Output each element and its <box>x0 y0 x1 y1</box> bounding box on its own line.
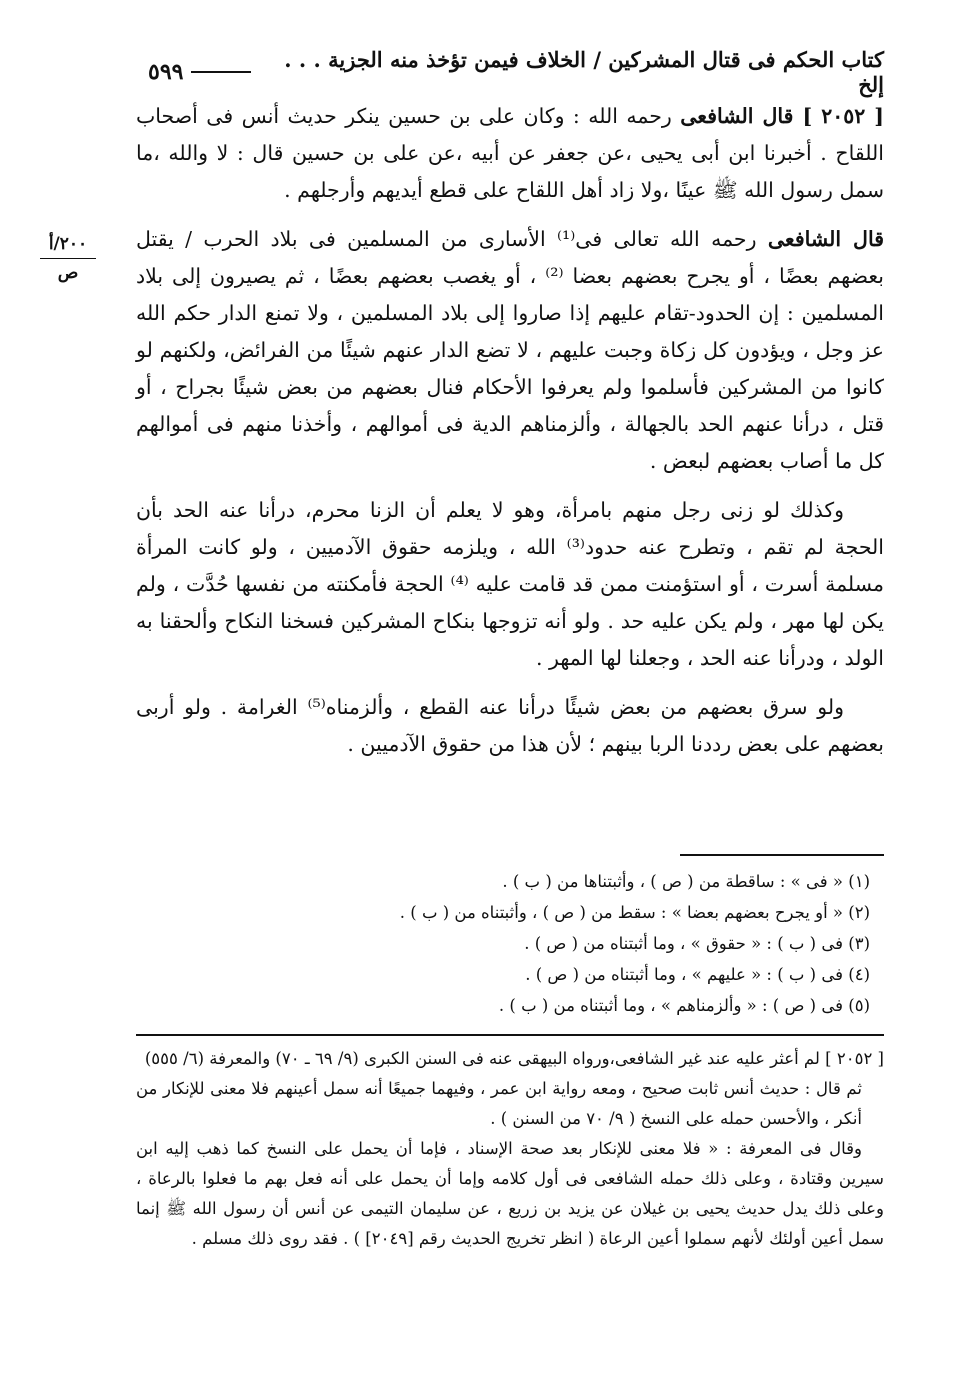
commentary-line-3: وقال فى المعرفة : « فلا معنى للإنكار بعد صحة الإسناد ، فإما أن يحمل على النسخ كما ذهب إليه ابن سيرين وقتادة ، وعلى ذلك حمله الشافعى فى أول كلامه وإما أن يحمل على أنه فعل بهم ما فعلوا بالرعاة ، وعلى ذلك يدل حديث يحيى بن غيلان عن يزيد بن زريع ، عن سليمان التيمى عن أنس أن رسول الله ﷺ إنما سمل أعين أولئك لأنهم سملوا أعين الرعاة ( انظر تخريج الحديث رقم [٢٠٤٩] ) . فقد روى ذلك مسلم . <box>136 1139 884 1248</box>
commentary-line-2: ثم قال : حديث أنس ثابت صحيح ، ومعه رواية ابن عمر ، وفيهما جميعًا أنه سمل أعينهم فلا معنى للإنكار من أنكر ، والأحسن حمله على النسخ ( ٩/ ٧٠ من السنن ) . <box>136 1079 862 1128</box>
footnote-2: (٢) « أو يجرح بعضهم بعضا » : سقط من ( ص ) ، وأثبتناه من ( ب ) . <box>399 903 870 922</box>
paragraph-theft <box>136 689 884 763</box>
commentary-line-1: [ ٢٠٥٢ ] لم أعثر عليه عند غير الشافعى،ورواه البيهقى عنه فى السنن الكبرى (٩/ ٦٩ ـ ٧٠) والمعرفة (٦/ ٥٥٥) <box>144 1049 884 1068</box>
footnote-separator <box>680 854 884 856</box>
folio-divider <box>40 258 96 259</box>
page-number: ٥٩٩ <box>148 59 184 85</box>
manuscript-folio-note <box>36 232 100 285</box>
footnotes <box>136 866 884 1021</box>
paragraph-body: ولو سرق بعضهم من بعض شيئًا درأنا عنه القطع ، وألزمناه⁽⁵⁾ الغرامة . ولو أربى بعضهم على بعض رددنا الربا بينهم ؛ لأن هذا من حقوق الآدميين . <box>136 695 884 756</box>
footnote-3: (٣) فى ( ب ) : « حقوق » ، وما أثبتناه من ( ص ) . <box>524 934 870 953</box>
paragraph-zina <box>136 492 884 677</box>
running-title: كتاب الحكم فى قتال المشركين / الخلاف فيمن تؤخذ منه الجزية . . . إلخ <box>284 47 884 97</box>
paragraph-body: وكذلك لو زنى رجل منهم بامرأة، وهو لا يعلم أن الزنا محرم، درأنا عنه الحد بأن الحجة لم تقم ، وتطرح عنه حدود⁽³⁾ الله ، ويلزمه حقوق الآدميين ، ولو كانت المرأة مسلمة أسرت ، أو استؤمنت ممن قد قامت عليه ⁽⁴⁾ الحجة فأمكنته من نفسها حُدَّت ، ولم يكن لها مهر ، ولم يكن عليه حد . ولو أنه تزوجها بنكاح المشركين فسخنا النكاح وألحقنا به الولد ، ودرأنا عنه الحد ، وجعلنا لها المهر . <box>136 498 884 670</box>
footnote-1: (١) « فى » : ساقطة من ( ص ) ، وأثبتناها من ( ب ) . <box>502 872 870 891</box>
paragraph-body: رحمه الله : وكان على بن حسين ينكر حديث أنس فى أصحاب اللقاح . أخبرنا ابن أبى يحيى ،عن جعفر عن أبيه ،عن على بن حسين قال : لا والله ،ما سمل رسول الله ﷺ عينًا ،ولا زاد أهل اللقاح على قطع أيديهم وأرجلهم . <box>136 104 884 202</box>
folio-reference: ٢٠٠/أ <box>48 234 88 254</box>
paragraph-heading: قال الشافعى <box>767 227 884 251</box>
main-text <box>136 98 884 775</box>
manuscript-code: ص <box>57 263 79 283</box>
paragraph-2052 <box>136 98 884 209</box>
footnote-5: (٥) فى ( ص ) : « وألزمناهم » ، وما أثبتناه من ( ب ) . <box>498 996 870 1015</box>
running-header <box>148 47 884 97</box>
commentary-separator <box>136 1034 884 1036</box>
takhrij-commentary <box>136 1044 884 1254</box>
paragraph-heading: [ ٢٠٥٢ ] قال الشافعى <box>680 104 884 128</box>
header-rule <box>191 71 251 73</box>
footnote-4: (٤) فى ( ب ) : « عليهم » ، وما أثبتناه من ( ص ) . <box>525 965 870 984</box>
paragraph-captives <box>136 221 884 480</box>
paragraph-body: رحمه الله تعالى فى⁽¹⁾ الأسارى من المسلمين فى بلاد الحرب / يقتل بعضهم بعضًا ، أو يجرح بعضهم بعضا ⁽²⁾ ، أو يغصب بعضهم بعضًا ، ثم يصيرون إلى بلاد المسلمين : إن الحدود-تقام عليهم إذا صاروا إلى بلاد المسلمين ، ولا تمنع الدار حكم الله عز وجل ، ويؤدون كل زكاة وجبت عليهم ، لا تضع الدار عنهم شيئًا من الفرائض، ولكنهم لو كانوا من المشركين فأسلموا ولم يعرفوا الأحكام فنال بعضهم من بعض شيئًا بجراح ، أو قتل ، درأنا عنهم الحد بالجهالة ، وألزمناهم الدية فى أموالهم ، وأخذنا منهم فى أموالهم كل ما أصاب بعضهم لبعض . <box>136 227 884 473</box>
